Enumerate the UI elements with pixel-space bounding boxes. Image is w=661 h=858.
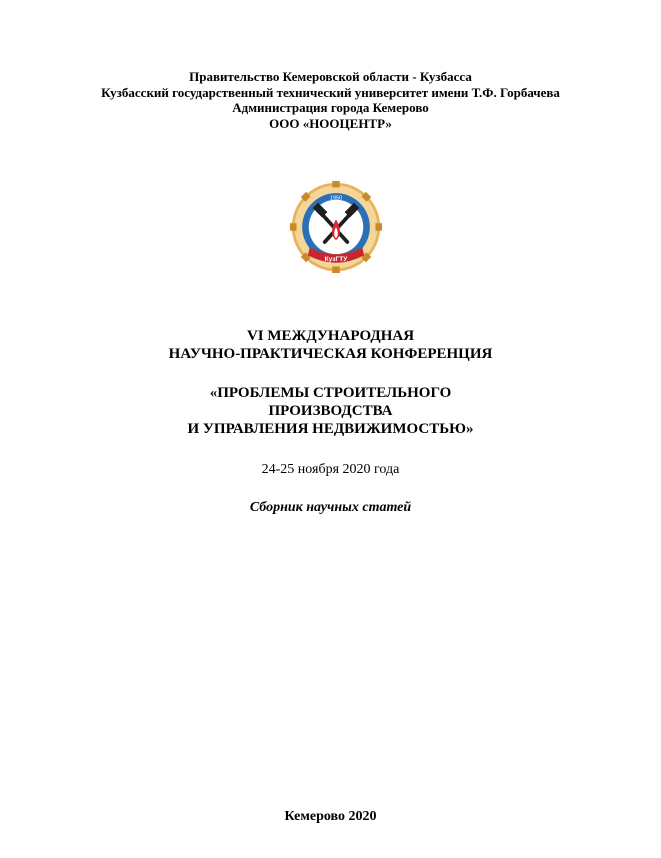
place-year-footer: Кемерово 2020: [284, 809, 377, 824]
organizer-line: Кузбасский государственный технический университет имени Т.Ф. Горбачева: [101, 84, 560, 100]
logo-year-text: 1950: [329, 195, 343, 202]
university-logo: [289, 180, 383, 274]
organizers-header: [0, 69, 661, 131]
organizer-line: Администрация города Кемерово: [232, 100, 429, 115]
logo-ribbon-text: КузГТУ: [324, 255, 348, 263]
organizer-line: ООО «НООЦЕНТР»: [269, 115, 392, 131]
title-line: «ПРОБЛЕМЫ СТРОИТЕЛЬНОГО: [209, 385, 452, 401]
organizer-line: Правительство Кемеровской области - Кузбасса: [189, 69, 472, 84]
title-line: ПРОИЗВОДСТВА: [268, 403, 393, 419]
conference-date: 24-25 ноября 2020 года: [261, 462, 400, 477]
title-line: И УПРАВЛЕНИЯ НЕДВИЖИМОСТЬЮ»: [187, 421, 474, 437]
conference-line: НАУЧНО-ПРАКТИЧЕСКАЯ КОНФЕРЕНЦИЯ: [168, 346, 493, 362]
conference-heading: [0, 327, 661, 363]
conference-title: [0, 384, 661, 438]
collection-subtitle: Сборник научных статей: [249, 500, 412, 515]
conference-line: VI МЕЖДУНАРОДНАЯ: [246, 328, 415, 344]
